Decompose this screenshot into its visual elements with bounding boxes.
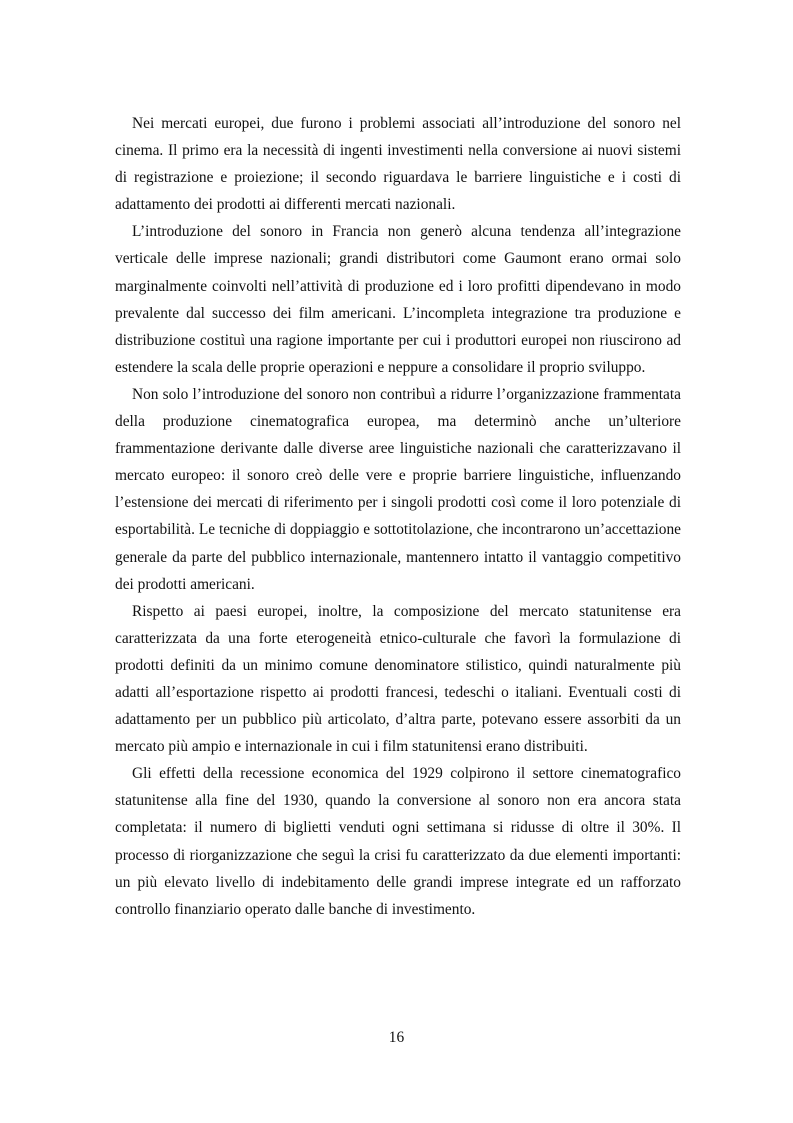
paragraph-1: Nei mercati europei, due furono i problemi associati all’introduzione del sonoro nel cinema. Il primo era la necessità di ingenti investimenti nella conversione ai nuovi sistemi di registrazione e proiezione; il secondo riguardava le barriere linguistiche e i costi di adattamento dei prodotti ai differenti mercati nazionali. — [115, 115, 681, 214]
page-body — [115, 110, 681, 923]
page-number: 16 — [388, 1029, 405, 1046]
paragraph-2: L’introduzione del sonoro in Francia non generò alcuna tendenza all’integrazione verticale delle imprese nazionali; grandi distributori come Gaumont erano ormai solo marginalmente coinvolti nell’attività di produzione ed i loro profitti dipendevano in modo prevalente dal successo dei film americani. L’incompleta integrazione tra produzione e distribuzione costituì una ragione importante per cui i produttori europei non riuscirono ad estendere la scala delle proprie operazioni e neppure a consolidare il proprio sviluppo. — [115, 223, 681, 376]
paragraph-4: Rispetto ai paesi europei, inoltre, la composizione del mercato statunitense era caratterizzata da una forte eterogeneità etnico-culturale che favorì la formulazione di prodotti definiti da un minimo comune denominatore stilistico, quindi naturalmente più adatti all’esportazione rispetto ai prodotti francesi, tedeschi o italiani. Eventuali costi di adattamento per un pubblico più articolato, d’altra parte, potevano essere assorbiti da un mercato più ampio e internazionale in cui i film statunitensi erano distribuiti. — [115, 602, 681, 756]
paragraph-3: Non solo l’introduzione del sonoro non contribuì a ridurre l’organizzazione frammentata della produzione cinematografica europea, ma determinò anche un’ulteriore frammentazione derivante dalle diverse aree linguistiche nazionali che caratterizzavano il mercato europeo: il sonoro creò delle vere e proprie barriere linguistiche, influenzando l’estensione dei mercati di riferimento per i singoli prodotti così come il loro potenziale di esportabilità. Le tecniche di doppiaggio e sottotitolazione, che incontrarono un’accettazione generale da parte del pubblico internazionale, mantennero intatto il vantaggio competitivo dei prodotti americani. — [115, 385, 681, 593]
paragraph-5: Gli effetti della recessione economica del 1929 colpirono il settore cinematografico statunitense alla fine del 1930, quando la conversione al sonoro non era ancora stata completata: il numero di biglietti venduti ogni settimana si ridusse di oltre il 30%. Il processo di riorganizzazione che seguì la crisi fu caratterizzato da due elementi importanti: un più elevato livello di indebitamento delle grandi imprese integrate ed un rafforzato controllo finanziario operato dalle banche di investimento. — [115, 765, 681, 918]
